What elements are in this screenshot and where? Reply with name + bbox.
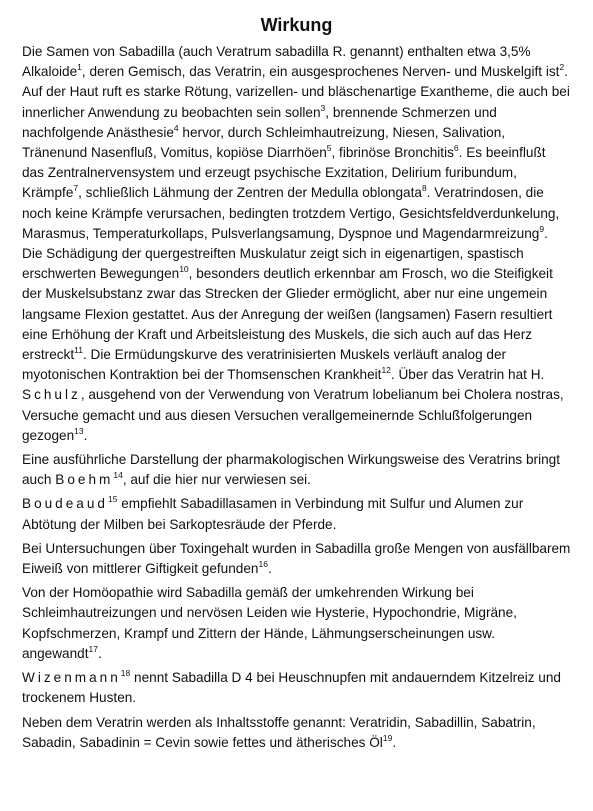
text-run: Eine ausführliche Darstellung der pharmakologischen Wirkungsweise des Veratrins bringt auch — [22, 452, 560, 488]
footnote-ref: 3 — [320, 102, 326, 113]
footnote-ref: 9 — [539, 223, 545, 234]
author-name: Wizenmann — [22, 670, 121, 686]
footnote-ref: 11 — [74, 345, 83, 356]
text-run: . — [267, 561, 272, 577]
footnote-ref: 17 — [88, 643, 98, 654]
author-name: Boehm — [55, 472, 114, 488]
text-run: empfiehlt Sabadillasamen in Verbindung mit Sulfur und Alumen zur Abtötung der Milben bei Sarkoptesräude der Pferde. — [22, 496, 524, 532]
author-name: Boudeaud — [22, 496, 108, 512]
text-run: nennt Sabadilla D 4 bei Heuschnupfen mit andauerndem Kitzelreiz und trockenem Husten. — [22, 670, 561, 706]
text-run: , auf die hier nur verwiesen sei. — [122, 472, 311, 488]
paragraph — [22, 668, 571, 708]
text-run: , ausgehend von der Verwendung von Veratrum lobelianum bei Cholera nostras, Versuche gemacht und aus diesen Versuchen verallgemeinernde Schlußfolgerungen gezogen — [22, 387, 564, 443]
footnote-ref: 16 — [258, 559, 268, 570]
footnote-ref: 6 — [453, 143, 459, 154]
footnote-ref: 1 — [77, 62, 82, 73]
text-run: . — [97, 645, 102, 661]
text-run: , fibrinöse Bronchitis — [331, 145, 454, 161]
footnote-ref: 19 — [382, 732, 393, 743]
text-run: . Die Ermüdungskurve des veratrinisierten Muskels verläuft analog der myotonischen Kontraktion bei der Thomsenschen Krankheit — [22, 347, 507, 383]
text-run: Bei Untersuchungen über Toxingehalt wurden in Sabadilla große Mengen von ausfällbarem Eiweiß von mittlerer Giftigkeit gefunden — [22, 540, 571, 577]
text-run: Von der Homöopathie wird Sabadilla gemäß der umkehrenden Wirkung bei Schleimhautreizungen und nervösen Leiden wie Hysterie, Hypochondrie, Migräne, Kopfschmerzen, Krampf und Zittern der Hände, Lähmungserscheinungen usw. angewandt — [22, 585, 517, 661]
footnote-ref: 7 — [73, 183, 79, 194]
footnote-ref: 12 — [381, 365, 391, 376]
footnote-ref: 10 — [179, 264, 189, 275]
text-run: . — [83, 427, 88, 443]
text-run: . Über das Veratrin hat H. — [390, 367, 545, 383]
document-body — [22, 42, 571, 753]
footnote-ref: 8 — [421, 183, 427, 194]
footnote-ref: 15 — [108, 494, 118, 505]
text-run: . — [392, 734, 397, 750]
author-name: Schulz — [22, 387, 81, 403]
footnote-ref: 5 — [326, 143, 332, 154]
paragraph — [22, 713, 571, 753]
text-run: hervor, durch Schleimhautreizung, Niesen, Salivation, Tränenund Nasenfluß, Vomitus, kopiöse Diarrhöen — [22, 124, 506, 161]
footnote-ref: 18 — [120, 668, 131, 679]
paragraph — [22, 494, 571, 534]
footnote-ref: 2 — [559, 62, 565, 73]
paragraph — [22, 42, 571, 446]
text-run: . Auf der Haut ruft es starke Rötung, varizellen- und bläschenartige Exantheme, die auch bei innerlicher Anwendung zu beobachten sein sollen — [22, 64, 570, 120]
text-run: . Veratrindosen, die noch keine Krämpfe verursachen, bedingten trotzdem Vertigo, Gesichtsfeldverdunkelung, Marasmus, Temperaturkollaps, Pulsverlangsamung, Dyspnoe und Magendarmreizung — [22, 185, 560, 241]
footnote-ref: 14 — [113, 470, 123, 481]
text-run: , besonders deutlich erkennbar am Frosch, wo die Steifigkeit der Muskelsubstanz zwar das Strecken der Glieder ermöglicht, aber nur eine ungemein langsame Flexion gestattet. Aus der Anregung der weißen (langsamen) Fasern resultiert eine Erhöhung der Kraft und Arbeitsleistung des Muskels, die sich auch auf das Herz erstreckt — [22, 266, 553, 363]
section-title: Wirkung — [260, 15, 333, 35]
paragraph — [22, 583, 571, 664]
text-run: Neben dem Veratrin werden als Inhaltsstoffe genannt: Veratridin, Sabadillin, Sabatrin, Sabadin, Sabadinin = Cevin sowie fettes und ätherisches Öl — [22, 714, 536, 750]
footnote-ref: 4 — [173, 122, 179, 133]
text-run: . Die Schädigung der quergestreiften Muskulatur zeigt sich in eigenartigen, spastisch erschwerten Bewegungen — [22, 225, 548, 282]
footnote-ref: 13 — [74, 425, 84, 436]
text-run: Die Samen von Sabadilla (auch Veratrum sabadilla R. genannt) enthalten etwa 3,5% Alkaloide — [22, 44, 531, 80]
text-run: , schließlich Lähmung der Zentren der Medulla oblongata — [78, 185, 422, 201]
text-run: , deren Gemisch, das Veratrin, ein ausgesprochenes Nerven- und Muskelgift ist — [81, 64, 560, 80]
text-run: . Es beeinflußt das Zentralnervensystem und erzeugt psychische Exzitation, Delirium furibundum, Krämpfe — [22, 145, 546, 201]
paragraph — [22, 539, 571, 579]
paragraph — [22, 450, 571, 490]
text-run: , brennende Schmerzen und nachfolgende Anästhesie — [22, 104, 497, 140]
